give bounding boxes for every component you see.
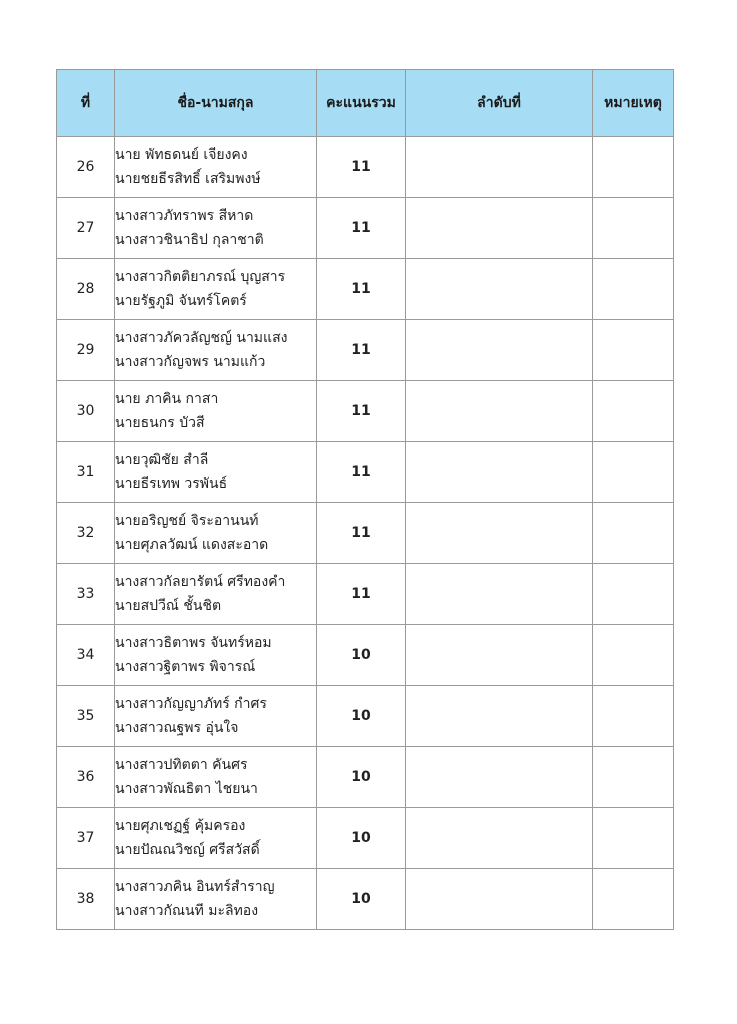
table-row [57, 869, 674, 930]
row-number: 27 [57, 198, 115, 259]
total-score: 11 [317, 503, 406, 564]
row-number: 33 [57, 564, 115, 625]
member-name-1: นางสาวธิตาพร จันทร์หอม [115, 635, 272, 651]
row-number: 37 [57, 808, 115, 869]
row-names [115, 747, 317, 808]
header-remark: หมายเหตุ [593, 70, 674, 137]
row-number: 29 [57, 320, 115, 381]
member-name-1: นายศุภเชฏฐ์ คุ้มครอง [115, 818, 246, 834]
row-number: 35 [57, 686, 115, 747]
table-body [57, 137, 674, 930]
member-name-2: นางสาวกัญจพร นามแก้ว [115, 354, 266, 370]
table-row [57, 686, 674, 747]
row-names [115, 381, 317, 442]
row-number: 34 [57, 625, 115, 686]
row-number: 38 [57, 869, 115, 930]
remark-cell [593, 442, 674, 503]
row-names [115, 137, 317, 198]
row-names [115, 442, 317, 503]
table-row [57, 564, 674, 625]
header-score: คะแนนรวม [317, 70, 406, 137]
rank-cell [406, 625, 593, 686]
member-name-2: นายรัฐภูมิ จันทร์โคตร์ [115, 293, 247, 309]
member-name-1: นาย พัทธดนย์ เจียงคง [115, 147, 248, 163]
member-name-1: นายวุฒิชัย สำลี [115, 452, 209, 468]
header-no: ที่ [57, 70, 115, 137]
member-name-1: นางสาวกิตติยาภรณ์ บุญสาร [115, 269, 286, 285]
member-name-2: นางสาวพัณธิตา ไชยนา [115, 781, 258, 797]
rank-cell [406, 442, 593, 503]
row-number: 28 [57, 259, 115, 320]
member-name-1: นางสาวภัทราพร สีหาด [115, 208, 254, 224]
total-score: 11 [317, 442, 406, 503]
rank-cell [406, 503, 593, 564]
remark-cell [593, 320, 674, 381]
rank-cell [406, 686, 593, 747]
total-score: 11 [317, 259, 406, 320]
member-name-2: นายธีรเทพ วรพันธ์ [115, 476, 228, 492]
rank-cell [406, 198, 593, 259]
remark-cell [593, 381, 674, 442]
table-row [57, 320, 674, 381]
remark-cell [593, 625, 674, 686]
remark-cell [593, 747, 674, 808]
table-header [57, 70, 674, 137]
member-name-2: นายธนกร บัวสี [115, 415, 205, 431]
table-row [57, 198, 674, 259]
row-names [115, 869, 317, 930]
table-row [57, 381, 674, 442]
member-name-2: นางสาวฐิตาพร พิจารณ์ [115, 659, 256, 675]
member-name-2: นายชยธีรสิทธิ์ เสริมพงษ์ [115, 171, 261, 187]
total-score: 10 [317, 808, 406, 869]
header-row [57, 70, 674, 137]
table-row [57, 503, 674, 564]
member-name-2: นางสาวชินาธิป กุลาชาติ [115, 232, 264, 248]
row-names [115, 686, 317, 747]
remark-cell [593, 503, 674, 564]
member-name-2: นายสปวีณ์ ชั้นชิต [115, 598, 222, 614]
member-name-1: นาย ภาคิน กาสา [115, 391, 219, 407]
rank-cell [406, 259, 593, 320]
member-name-1: นางสาวกัลยารัตน์ ศรีทองคำ [115, 574, 286, 590]
header-rank: ลำดับที่ [406, 70, 593, 137]
rank-cell [406, 564, 593, 625]
member-name-1: นางสาวปทิตตา คันศร [115, 757, 248, 773]
member-name-2: นายปัณณวิชญ์ ศรีสวัสดิ์ [115, 842, 260, 858]
member-name-1: นางสาวกัญญาภัทร์ กำศร [115, 696, 267, 712]
rank-cell [406, 320, 593, 381]
member-name-1: นายอริญชย์ จิระอานนท์ [115, 513, 259, 529]
remark-cell [593, 137, 674, 198]
row-names [115, 259, 317, 320]
remark-cell [593, 259, 674, 320]
remark-cell [593, 808, 674, 869]
rank-cell [406, 808, 593, 869]
rank-cell [406, 747, 593, 808]
rank-cell [406, 869, 593, 930]
remark-cell [593, 686, 674, 747]
total-score: 10 [317, 686, 406, 747]
table-row [57, 259, 674, 320]
total-score: 11 [317, 320, 406, 381]
member-name-2: นางสาวณฐพร อุ่นใจ [115, 720, 239, 736]
results-table [56, 69, 674, 930]
row-names [115, 503, 317, 564]
table-row [57, 808, 674, 869]
row-number: 26 [57, 137, 115, 198]
total-score: 10 [317, 747, 406, 808]
table-row [57, 442, 674, 503]
header-name: ชื่อ-นามสกุล [115, 70, 317, 137]
rank-cell [406, 381, 593, 442]
row-number: 31 [57, 442, 115, 503]
remark-cell [593, 869, 674, 930]
rank-cell [406, 137, 593, 198]
total-score: 11 [317, 137, 406, 198]
row-names [115, 320, 317, 381]
table-row [57, 137, 674, 198]
member-name-1: นางสาวภัควลัญชญ์ นามแสง [115, 330, 288, 346]
remark-cell [593, 564, 674, 625]
member-name-2: นายศุภลวัฒน์ แดงสะอาด [115, 537, 269, 553]
table-row [57, 625, 674, 686]
total-score: 11 [317, 198, 406, 259]
total-score: 10 [317, 869, 406, 930]
row-names [115, 808, 317, 869]
row-number: 36 [57, 747, 115, 808]
row-names [115, 198, 317, 259]
total-score: 11 [317, 564, 406, 625]
row-names [115, 564, 317, 625]
member-name-1: นางสาวภคิน อินทร์สำราญ [115, 879, 275, 895]
row-number: 30 [57, 381, 115, 442]
row-number: 32 [57, 503, 115, 564]
member-name-2: นางสาวกัณนที มะลิทอง [115, 903, 259, 919]
total-score: 10 [317, 625, 406, 686]
remark-cell [593, 198, 674, 259]
total-score: 11 [317, 381, 406, 442]
row-names [115, 625, 317, 686]
table-row [57, 747, 674, 808]
